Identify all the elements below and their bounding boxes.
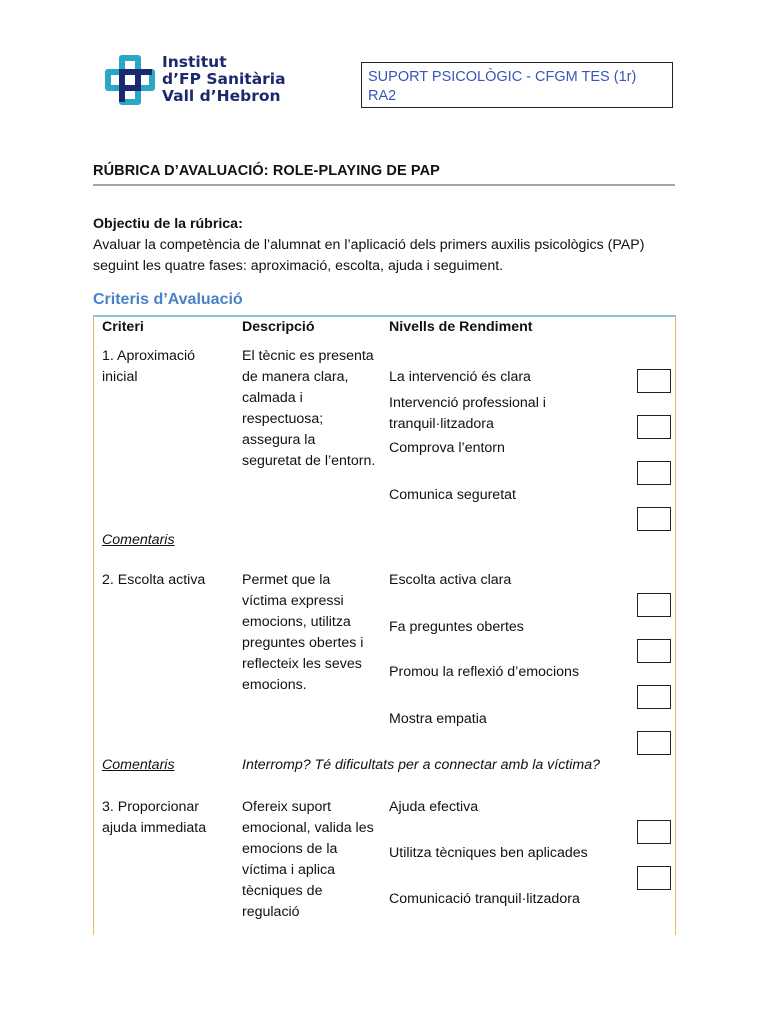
objective-block: [93, 214, 683, 277]
level-item: Escolta activa clara: [389, 572, 512, 588]
level-item: Intervenció professional i tranquil·litzadora: [389, 395, 546, 432]
objective-label: Objectiu de la rúbrica:: [93, 216, 243, 232]
level-checkbox[interactable]: [637, 639, 671, 663]
logo-line-1: Institut: [162, 53, 227, 71]
header-criteri: Criteri: [102, 319, 144, 335]
description-cell: Ofereix suport emocional, valida les emocions de la víctima i aplica tècniques de regulació: [242, 799, 374, 920]
level-item: Comprova l’entorn: [389, 440, 505, 456]
level-checkbox[interactable]: [637, 507, 671, 531]
level-item: Fa preguntes obertes: [389, 619, 524, 635]
course-line-1: SUPORT PSICOLÒGIC - CFGM TES (1r): [368, 69, 637, 85]
level-checkbox[interactable]: [637, 820, 671, 844]
header-nivells: Nivells de Rendiment: [389, 319, 533, 335]
objective-text: Avaluar la competència de l’alumnat en l’aplicació dels primers auxilis psicològics (PAP) seguint les quatre fases: aproximació, escolta, ajuda i seguiment.: [93, 237, 645, 274]
level-checkbox[interactable]: [637, 685, 671, 709]
comments-label: Comentaris: [102, 532, 175, 548]
comments-label: Comentaris: [102, 757, 175, 773]
level-item: Utilitza tècniques ben aplicades: [389, 845, 588, 861]
criteri-cell: 1. Aproximació inicial: [102, 348, 196, 385]
level-checkbox[interactable]: [637, 866, 671, 890]
level-item: La intervenció és clara: [389, 369, 531, 385]
course-box: [361, 62, 673, 108]
header-descripcio: Descripció: [242, 319, 315, 335]
level-checkbox[interactable]: [637, 731, 671, 755]
level-item: Mostra empatia: [389, 711, 487, 727]
section-heading: Criteris d’Avaluació: [93, 291, 243, 308]
description-cell: El tècnic es presenta de manera clara, calmada i respectuosa; assegura la seguretat de l’entorn.: [242, 348, 376, 469]
level-item: Comunica seguretat: [389, 487, 516, 503]
level-item: Ajuda efectiva: [389, 799, 479, 815]
level-checkbox[interactable]: [637, 593, 671, 617]
level-checkbox[interactable]: [637, 415, 671, 439]
criteri-cell: 3. Proporcionar ajuda immediata: [102, 799, 207, 836]
logo-line-3: Vall d’Hebron: [162, 87, 281, 105]
course-line-2: RA2: [368, 88, 397, 104]
cross-logo-icon: [104, 54, 156, 106]
institute-logo: [104, 54, 294, 110]
level-item: Promou la reflexió d’emocions: [389, 664, 580, 680]
level-checkbox[interactable]: [637, 369, 671, 393]
level-item: Comunicació tranquil·litzadora: [389, 891, 580, 907]
logo-line-2: d’FP Sanitària: [162, 70, 286, 88]
criteri-cell: 2. Escolta activa: [102, 572, 206, 588]
comments-note: Interromp? Té dificultats per a connectar amb la víctima?: [242, 757, 600, 773]
level-checkbox[interactable]: [637, 461, 671, 485]
description-cell: Permet que la víctima expressi emocions, utilitza preguntes obertes i reflecteix les seves emocions.: [242, 572, 364, 693]
document-title: RÚBRICA D’AVALUACIÓ: ROLE-PLAYING DE PAP: [93, 163, 675, 186]
